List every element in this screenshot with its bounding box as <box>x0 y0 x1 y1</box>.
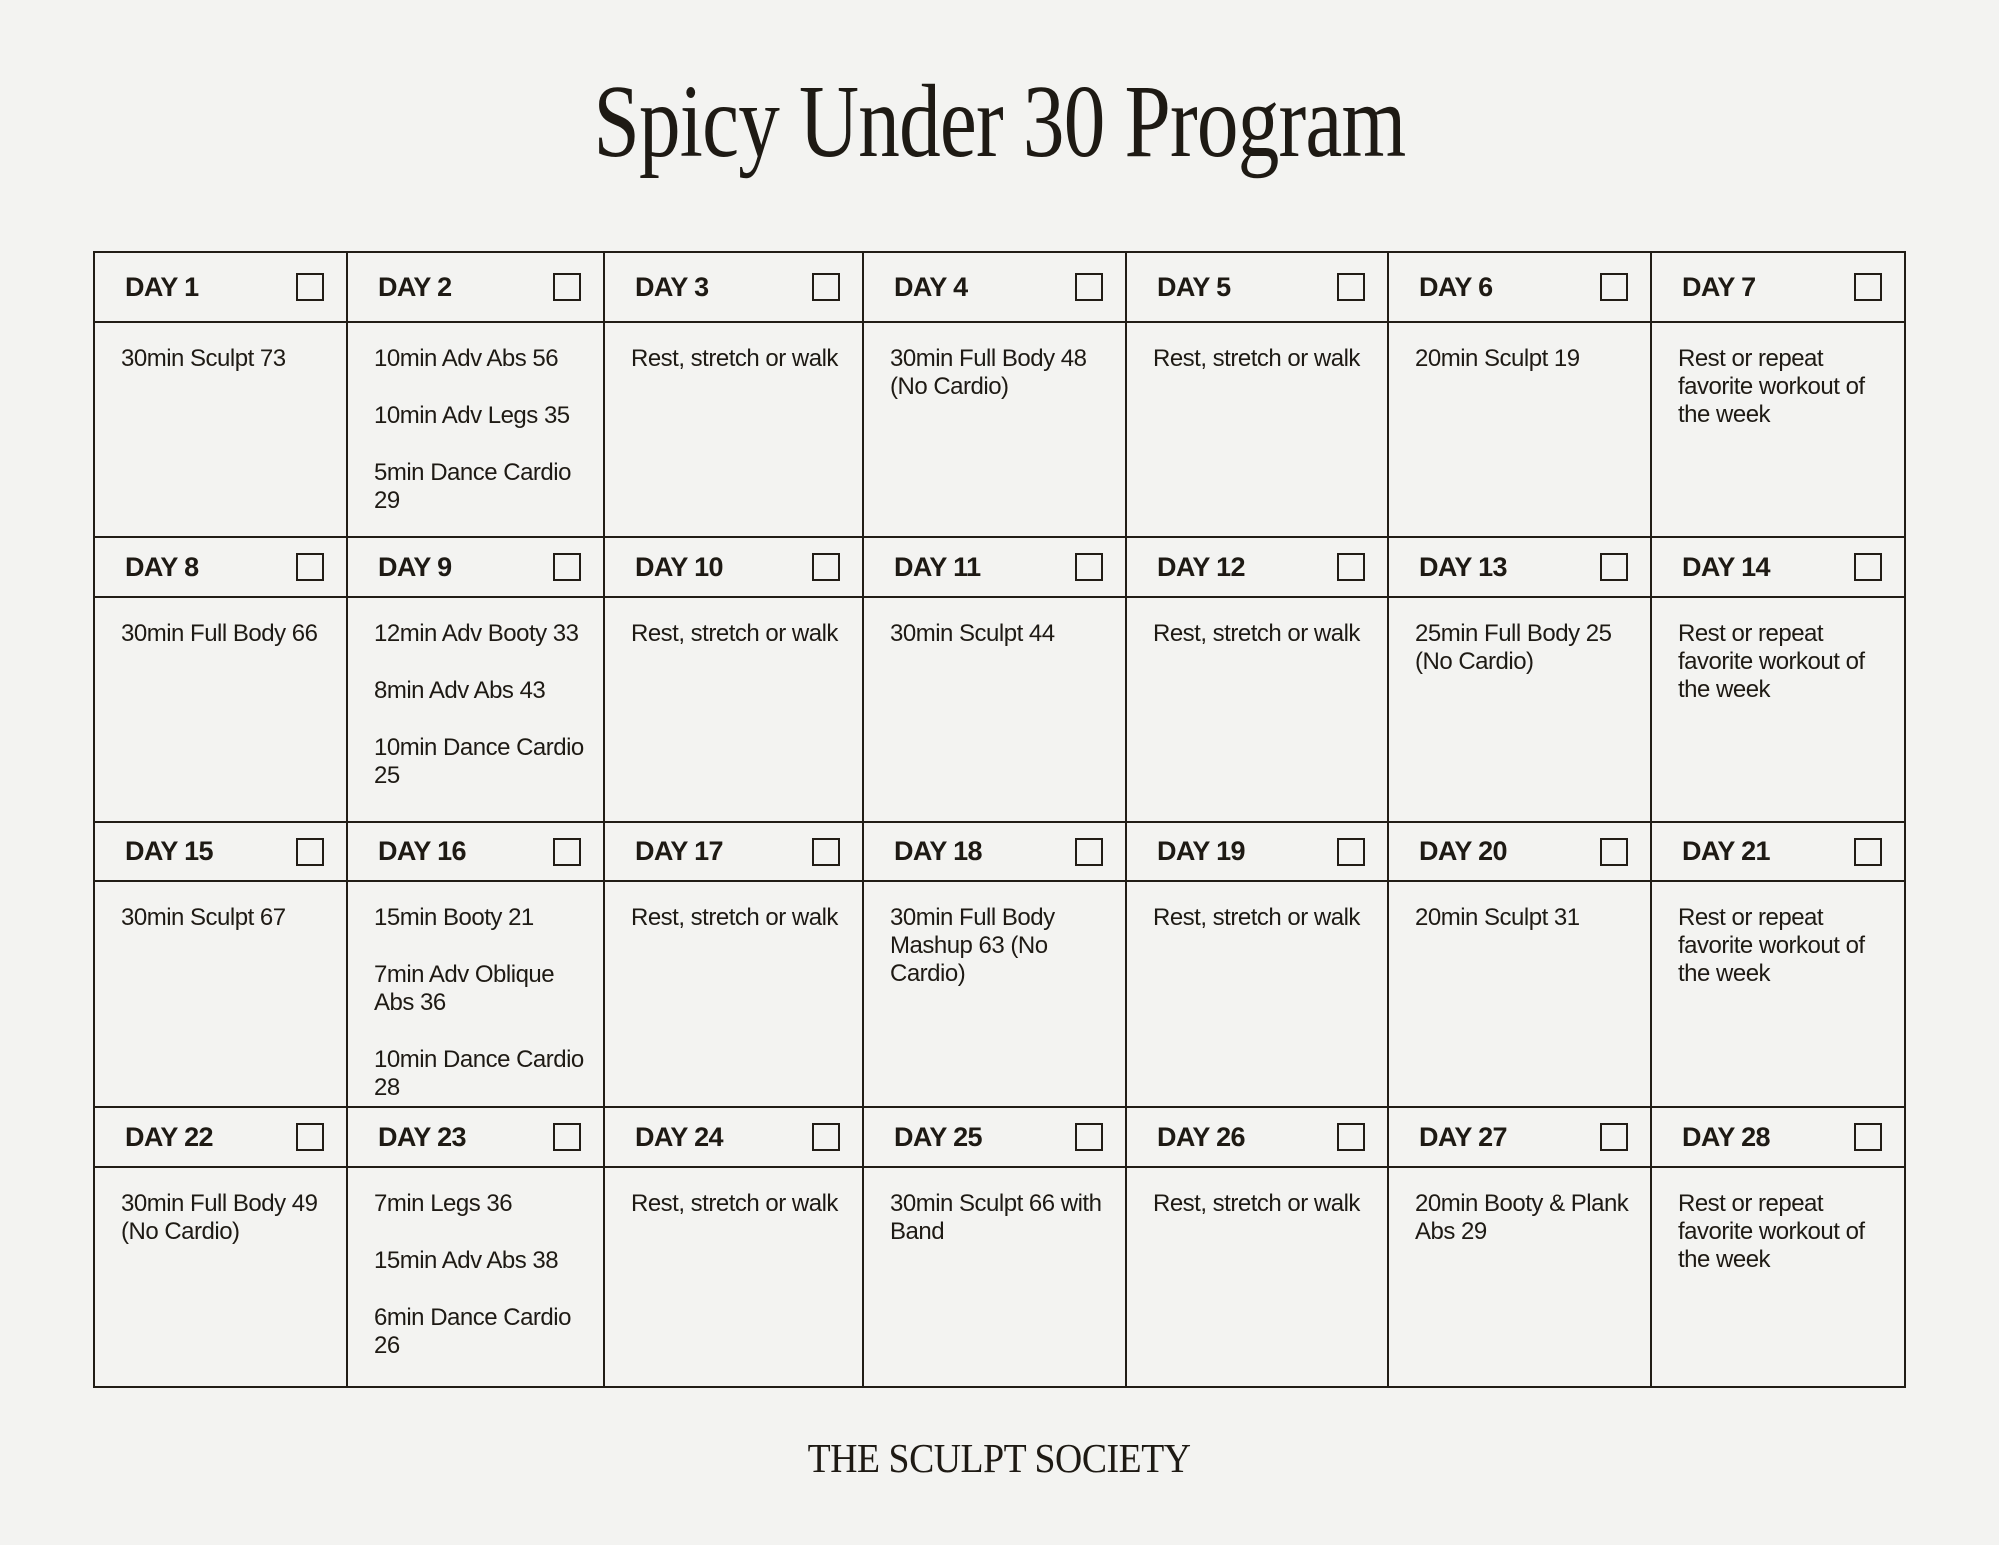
day-label: DAY 20 <box>1419 836 1507 866</box>
day-label: DAY 18 <box>894 836 982 866</box>
workout-item: Rest, stretch or walk <box>631 620 838 647</box>
day-label: DAY 23 <box>378 1121 466 1152</box>
day-cell <box>1652 536 1904 821</box>
workout-item: 25min Full Body 25 (No Cardio) <box>1415 620 1612 675</box>
day-header <box>1127 821 1387 882</box>
day-workouts <box>864 1168 1125 1386</box>
day-cell <box>95 821 348 1106</box>
workout-item: 10min Dance Cardio 25 <box>374 734 584 789</box>
day-label: DAY 17 <box>635 836 723 866</box>
day-header <box>864 1106 1125 1168</box>
day-label: DAY 4 <box>894 271 968 302</box>
day-cell <box>95 253 348 536</box>
day-header <box>348 536 603 598</box>
day-cell <box>348 1106 605 1386</box>
checkbox-icon[interactable] <box>812 553 840 581</box>
day-cell <box>1127 253 1389 536</box>
day-label: DAY 8 <box>125 551 199 582</box>
day-header <box>1389 1106 1650 1168</box>
day-header <box>348 253 603 323</box>
day-label: DAY 19 <box>1157 836 1245 866</box>
day-cell <box>864 1106 1127 1386</box>
day-header <box>1127 1106 1387 1168</box>
day-workouts <box>348 882 603 1106</box>
day-workouts <box>1127 323 1387 536</box>
workout-item: 12min Adv Booty 33 <box>374 620 579 647</box>
checkbox-icon[interactable] <box>1600 273 1628 301</box>
day-header <box>1389 821 1650 882</box>
day-header <box>1389 253 1650 323</box>
day-workouts <box>1389 598 1650 821</box>
day-workouts <box>1127 1168 1387 1386</box>
day-workouts <box>1652 598 1904 821</box>
workout-item: Rest, stretch or walk <box>1153 904 1360 931</box>
day-header <box>864 536 1125 598</box>
day-label: DAY 21 <box>1682 836 1770 866</box>
day-header <box>95 253 346 323</box>
day-header <box>95 1106 346 1168</box>
day-workouts <box>1389 882 1650 1106</box>
day-label: DAY 22 <box>125 1121 213 1152</box>
workout-item: Rest, stretch or walk <box>1153 345 1360 372</box>
checkbox-icon[interactable] <box>296 1123 324 1151</box>
day-workouts <box>605 323 862 536</box>
checkbox-icon[interactable] <box>1600 838 1628 866</box>
day-cell <box>1389 536 1652 821</box>
checkbox-icon[interactable] <box>1337 838 1365 866</box>
checkbox-icon[interactable] <box>296 273 324 301</box>
day-workouts <box>605 598 862 821</box>
day-workouts <box>1652 1168 1904 1386</box>
workout-item: 30min Full Body Mashup 63 (No Cardio) <box>890 904 1055 987</box>
day-workouts <box>1127 598 1387 821</box>
workout-item: 6min Dance Cardio 26 <box>374 1304 571 1359</box>
workout-item: Rest or repeat favorite workout of the week <box>1678 345 1865 428</box>
day-cell <box>1389 821 1652 1106</box>
workout-item: 30min Sculpt 67 <box>121 904 286 931</box>
checkbox-icon[interactable] <box>1337 553 1365 581</box>
week-row-1 <box>95 253 1904 536</box>
day-header <box>605 253 862 323</box>
day-label: DAY 13 <box>1419 551 1507 582</box>
checkbox-icon[interactable] <box>553 273 581 301</box>
day-header <box>605 1106 862 1168</box>
day-workouts <box>95 598 346 821</box>
day-header <box>1652 253 1904 323</box>
day-label: DAY 26 <box>1157 1121 1245 1152</box>
workout-item: 5min Dance Cardio 29 <box>374 459 571 514</box>
week-row-2 <box>95 536 1904 821</box>
day-label: DAY 16 <box>378 836 466 866</box>
day-cell <box>605 821 864 1106</box>
day-label: DAY 6 <box>1419 271 1493 302</box>
day-cell <box>95 1106 348 1386</box>
day-workouts <box>95 882 346 1106</box>
day-workouts <box>95 1168 346 1386</box>
day-workouts <box>864 323 1125 536</box>
day-workouts <box>605 882 862 1106</box>
workout-item: 7min Adv Oblique Abs 36 <box>374 961 555 1016</box>
day-cell <box>1652 1106 1904 1386</box>
day-header <box>348 821 603 882</box>
day-header <box>1127 536 1387 598</box>
workout-item: Rest or repeat favorite workout of the week <box>1678 904 1865 987</box>
checkbox-icon[interactable] <box>812 273 840 301</box>
day-label: DAY 15 <box>125 836 213 866</box>
checkbox-icon[interactable] <box>1600 1123 1628 1151</box>
day-workouts <box>1652 882 1904 1106</box>
day-cell <box>348 821 605 1106</box>
workout-item: 30min Full Body 49 (No Cardio) <box>121 1190 318 1245</box>
workout-item: Rest, stretch or walk <box>631 345 838 372</box>
day-label: DAY 27 <box>1419 1121 1507 1152</box>
checkbox-icon[interactable] <box>812 838 840 866</box>
program-calendar-grid <box>93 251 1906 1388</box>
workout-item: 30min Sculpt 73 <box>121 345 286 372</box>
day-cell <box>1389 253 1652 536</box>
day-workouts <box>1389 323 1650 536</box>
day-workouts <box>864 882 1125 1106</box>
checkbox-icon[interactable] <box>1075 553 1103 581</box>
checkbox-icon[interactable] <box>1854 1123 1882 1151</box>
day-cell <box>605 536 864 821</box>
workout-item: 30min Full Body 48 (No Cardio) <box>890 345 1087 400</box>
day-label: DAY 3 <box>635 271 709 302</box>
day-label: DAY 9 <box>378 551 452 582</box>
day-cell <box>864 821 1127 1106</box>
day-cell <box>605 253 864 536</box>
day-workouts <box>1389 1168 1650 1386</box>
checkbox-icon[interactable] <box>812 1123 840 1151</box>
checkbox-icon[interactable] <box>1075 1123 1103 1151</box>
checkbox-icon[interactable] <box>553 838 581 866</box>
day-cell <box>1389 1106 1652 1386</box>
workout-item: 20min Sculpt 19 <box>1415 345 1580 372</box>
page-title: Spicy Under 30 Program <box>593 64 1406 179</box>
workout-item: 30min Sculpt 44 <box>890 620 1055 647</box>
day-label: DAY 1 <box>125 271 199 302</box>
checkbox-icon[interactable] <box>553 1123 581 1151</box>
day-header <box>348 1106 603 1168</box>
header <box>0 62 1999 182</box>
week-row-4 <box>95 1106 1904 1386</box>
checkbox-icon[interactable] <box>296 553 324 581</box>
week-row-3 <box>95 821 1904 1106</box>
workout-item: 15min Adv Abs 38 <box>374 1247 559 1274</box>
checkbox-icon[interactable] <box>1854 553 1882 581</box>
day-label: DAY 2 <box>378 271 452 302</box>
day-cell <box>864 536 1127 821</box>
workout-item: 20min Booty & Plank Abs 29 <box>1415 1190 1629 1245</box>
day-workouts <box>348 323 603 536</box>
checkbox-icon[interactable] <box>1337 273 1365 301</box>
workout-item: 20min Sculpt 31 <box>1415 904 1580 931</box>
day-label: DAY 24 <box>635 1121 723 1152</box>
day-workouts <box>1127 882 1387 1106</box>
day-cell <box>1652 821 1904 1106</box>
day-header <box>1652 1106 1904 1168</box>
checkbox-icon[interactable] <box>1075 838 1103 866</box>
day-workouts <box>1652 323 1904 536</box>
day-header <box>605 821 862 882</box>
day-workouts <box>864 598 1125 821</box>
day-header <box>864 253 1125 323</box>
checkbox-icon[interactable] <box>296 838 324 866</box>
workout-item: Rest or repeat favorite workout of the week <box>1678 620 1865 703</box>
footer <box>0 1433 1999 1483</box>
day-label: DAY 14 <box>1682 551 1770 582</box>
workout-item: 15min Booty 21 <box>374 904 534 931</box>
day-cell <box>1652 253 1904 536</box>
checkbox-icon[interactable] <box>1854 838 1882 866</box>
day-label: DAY 25 <box>894 1121 982 1152</box>
checkbox-icon[interactable] <box>1600 553 1628 581</box>
day-cell <box>605 1106 864 1386</box>
workout-item: Rest, stretch or walk <box>1153 1190 1360 1217</box>
workout-item: 10min Adv Legs 35 <box>374 402 570 429</box>
day-header <box>95 536 346 598</box>
workout-item: Rest, stretch or walk <box>631 1190 838 1217</box>
workout-item: 30min Full Body 66 <box>121 620 318 647</box>
day-cell <box>348 536 605 821</box>
checkbox-icon[interactable] <box>553 553 581 581</box>
brand-logo-text: THE SCULPT SOCIETY <box>808 1435 1191 1481</box>
day-workouts <box>348 1168 603 1386</box>
day-workouts <box>95 323 346 536</box>
day-header <box>605 536 862 598</box>
day-header <box>1127 253 1387 323</box>
day-header <box>1389 536 1650 598</box>
day-label: DAY 5 <box>1157 271 1231 302</box>
workout-item: 10min Dance Cardio 28 <box>374 1046 584 1101</box>
checkbox-icon[interactable] <box>1075 273 1103 301</box>
day-cell <box>348 253 605 536</box>
day-cell <box>1127 821 1389 1106</box>
workout-item: 10min Adv Abs 56 <box>374 345 559 372</box>
workout-item: 30min Sculpt 66 with Band <box>890 1190 1102 1245</box>
workout-item: Rest, stretch or walk <box>631 904 838 931</box>
workout-item: Rest or repeat favorite workout of the week <box>1678 1190 1865 1273</box>
day-cell <box>1127 536 1389 821</box>
workout-item: 8min Adv Abs 43 <box>374 677 546 704</box>
day-label: DAY 28 <box>1682 1121 1770 1152</box>
day-label: DAY 10 <box>635 551 723 582</box>
workout-item: Rest, stretch or walk <box>1153 620 1360 647</box>
day-header <box>864 821 1125 882</box>
day-header <box>1652 821 1904 882</box>
day-label: DAY 11 <box>894 551 981 582</box>
day-workouts <box>348 598 603 821</box>
day-header <box>95 821 346 882</box>
day-header <box>1652 536 1904 598</box>
day-cell <box>95 536 348 821</box>
workout-item: 7min Legs 36 <box>374 1190 513 1217</box>
day-label: DAY 12 <box>1157 551 1245 582</box>
day-label: DAY 7 <box>1682 271 1756 302</box>
day-cell <box>1127 1106 1389 1386</box>
day-workouts <box>605 1168 862 1386</box>
day-cell <box>864 253 1127 536</box>
checkbox-icon[interactable] <box>1854 273 1882 301</box>
checkbox-icon[interactable] <box>1337 1123 1365 1151</box>
